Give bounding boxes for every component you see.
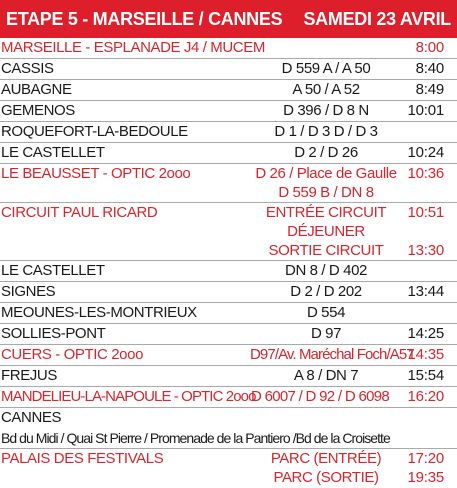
table-row — [0, 80, 457, 101]
road-cell: A 50 / A 52 — [292, 81, 360, 98]
table-row — [0, 59, 457, 80]
road-cell: D97/Av. Maréchal Foch/A57 — [250, 346, 414, 363]
stage-title: ETAPE 5 - MARSEILLE / CANNES — [6, 9, 283, 29]
table-row — [0, 324, 457, 345]
time-cell: 14:25 — [407, 325, 444, 342]
place-cell: MEOUNES-LES-MONTRIEUX — [1, 304, 197, 321]
place-cell: LE CASTELLET — [1, 144, 105, 161]
road-cell: D 396 / D 8 N — [283, 102, 369, 119]
time-cell: 13:30 — [407, 242, 444, 259]
table-row — [0, 203, 457, 261]
road-cell: D 2 / D 26 — [294, 144, 358, 161]
schedule-table — [0, 38, 457, 487]
time-cell: 19:35 — [407, 469, 444, 486]
schedule-header — [0, 0, 457, 38]
place-cell: CUERS - OPTIC 2ooo — [1, 346, 144, 363]
road-cell: D 6007 / D 92 / D 6098 — [250, 388, 390, 405]
time-cell: 10:24 — [407, 144, 444, 161]
time-cell: 10:36 — [407, 165, 444, 182]
road-cell: D 1 / D 3 D / D 3 — [274, 123, 378, 140]
table-row — [0, 449, 457, 487]
road-cell: DÉJEUNER — [287, 223, 365, 240]
time-cell: 8:40 — [415, 60, 444, 77]
table-row — [0, 122, 457, 143]
table-row — [0, 303, 457, 324]
place-cell: PALAIS DES FESTIVALS — [1, 450, 164, 467]
road-cell: PARC (ENTRÉE) — [270, 450, 382, 467]
route-description: Bd du Midi / Quai St Pierre / Promenade de la Pantiero /Bd de la Croisette — [1, 430, 390, 446]
road-cell: DN 8 / D 402 — [285, 262, 367, 279]
place-cell: LE BEAUSSET - OPTIC 2ooo — [1, 165, 191, 182]
place-cell: SIGNES — [1, 283, 56, 300]
time-cell: 10:01 — [407, 102, 444, 119]
place-cell: ROQUEFORT-LA-BEDOULE — [1, 123, 188, 140]
road-cell: PARC (SORTIE) — [273, 469, 379, 486]
time-cell: 8:49 — [415, 81, 444, 98]
table-row — [0, 387, 457, 408]
road-cell: ENTRÉE CIRCUIT — [265, 204, 387, 221]
road-cell: D 554 — [306, 304, 346, 321]
place-cell: LE CASTELLET — [1, 262, 105, 279]
table-row — [0, 38, 457, 59]
place-cell: MARSEILLE - ESPLANADE J4 / MUCEM — [1, 39, 265, 56]
table-row — [0, 366, 457, 387]
table-row — [0, 408, 457, 449]
place-cell: CANNES — [1, 409, 62, 426]
place-cell: MANDELIEU-LA-NAPOULE - OPTIC 2ooo — [1, 388, 256, 405]
place-cell: SOLLIES-PONT — [1, 325, 106, 342]
road-cell: D 97 — [310, 325, 342, 342]
table-row — [0, 345, 457, 366]
road-cell: D 26 / Place de Gaulle — [255, 165, 397, 182]
table-row — [0, 164, 457, 203]
time-cell: 17:20 — [407, 450, 444, 467]
place-cell: CIRCUIT PAUL RICARD — [1, 204, 158, 221]
road-cell: D 559 A / A 50 — [281, 60, 371, 77]
table-row — [0, 282, 457, 303]
stage-date: SAMEDI 23 AVRIL — [303, 9, 451, 29]
road-cell: D 2 / D 202 — [290, 283, 362, 300]
table-row — [0, 143, 457, 164]
road-cell: A 8 / DN 7 — [293, 367, 359, 384]
place-cell: CASSIS — [1, 60, 54, 77]
place-cell: FREJUS — [1, 367, 57, 384]
time-cell: 14:35 — [407, 346, 444, 363]
time-cell: 8:00 — [415, 39, 444, 56]
road-cell: SORTIE CIRCUIT — [268, 242, 384, 259]
table-row — [0, 261, 457, 282]
time-cell: 16:20 — [407, 388, 444, 405]
time-cell: 15:54 — [407, 367, 444, 384]
table-row — [0, 101, 457, 122]
time-cell: 10:51 — [407, 204, 444, 221]
place-cell: GEMENOS — [1, 102, 75, 119]
place-cell: AUBAGNE — [1, 81, 72, 98]
road-cell: D 559 B / DN 8 — [278, 184, 374, 201]
time-cell: 13:44 — [407, 283, 444, 300]
